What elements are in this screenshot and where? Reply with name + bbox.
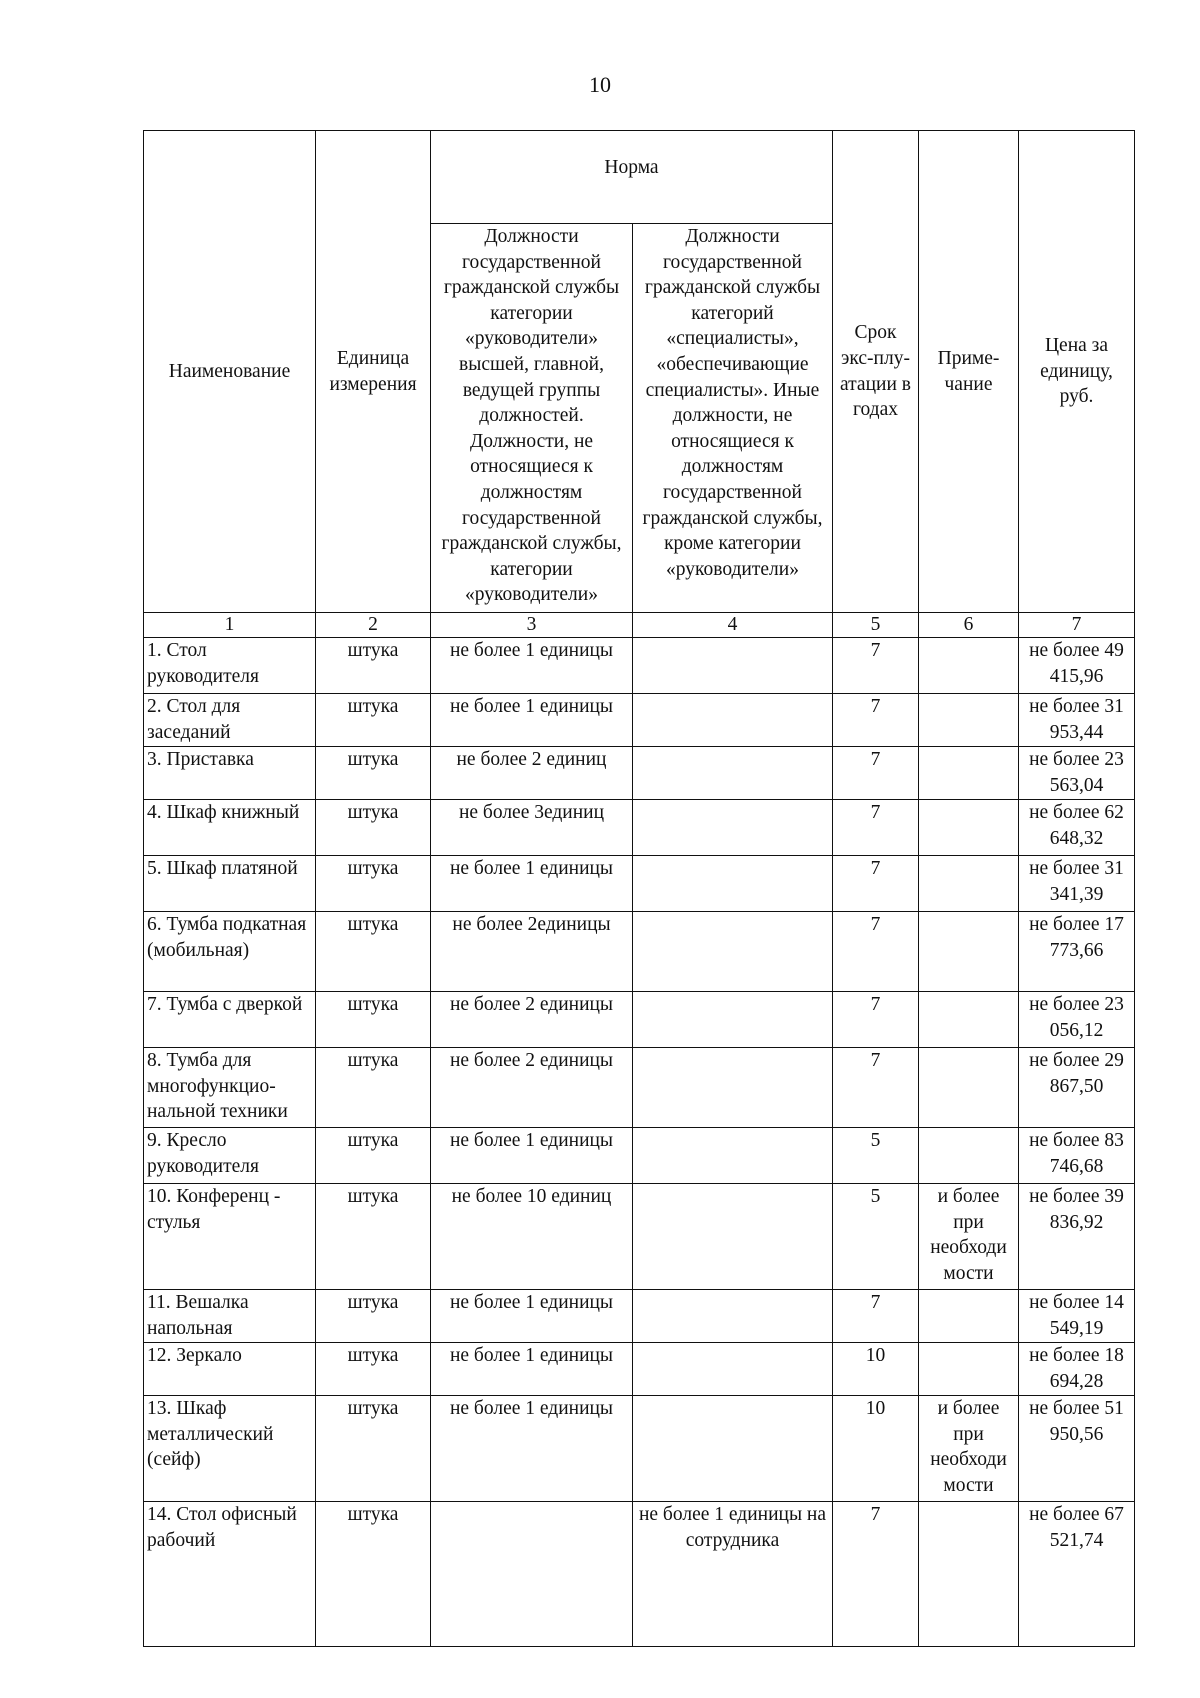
item-term: 7 — [833, 1290, 919, 1343]
item-name: 9. Кресло руководителя — [144, 1128, 316, 1184]
column-number-row — [144, 613, 1135, 638]
item-norm-col4 — [633, 694, 833, 747]
item-name: 3. Приставка — [144, 747, 316, 800]
header-norm-col3: Должности государственной гражданской службы категории «руководители» высшей, главной, ведущей группы должностей. Должности, не относящиеся к должностям государственной гражданской службы, категории «руководители» — [431, 224, 633, 613]
item-note — [919, 1048, 1019, 1128]
item-term: 7 — [833, 747, 919, 800]
item-term: 10 — [833, 1343, 919, 1396]
header-name: Наименование — [144, 131, 316, 613]
column-number: 4 — [633, 613, 833, 638]
item-name: 14. Стол офисный рабочий — [144, 1502, 316, 1647]
item-term: 7 — [833, 992, 919, 1048]
item-norm-col3: не более 2единицы — [431, 912, 633, 992]
item-term: 5 — [833, 1128, 919, 1184]
item-norm-col3: не более 1 единицы — [431, 856, 633, 912]
item-norm-col3: не более 2 единиц — [431, 747, 633, 800]
item-price: не более 23 056,12 — [1019, 992, 1135, 1048]
table-row — [144, 1343, 1135, 1396]
item-name: 5. Шкаф платяной — [144, 856, 316, 912]
item-note — [919, 747, 1019, 800]
item-norm-col3: не более 2 единицы — [431, 1048, 633, 1128]
column-number: 6 — [919, 613, 1019, 638]
table-row — [144, 747, 1135, 800]
item-price: не более 67 521,74 — [1019, 1502, 1135, 1647]
item-price: не более 23 563,04 — [1019, 747, 1135, 800]
item-norm-col3: не более 1 единицы — [431, 1290, 633, 1343]
item-unit: штука — [316, 638, 431, 694]
item-unit: штука — [316, 694, 431, 747]
item-price: не более 29 867,50 — [1019, 1048, 1135, 1128]
item-norm-col3 — [431, 1502, 633, 1647]
item-norm-col4 — [633, 638, 833, 694]
table-row — [144, 856, 1135, 912]
table-row — [144, 1048, 1135, 1128]
column-number: 1 — [144, 613, 316, 638]
table-row — [144, 992, 1135, 1048]
item-term: 10 — [833, 1396, 919, 1502]
item-note: и более при необходи мости — [919, 1396, 1019, 1502]
item-price: не более 51 950,56 — [1019, 1396, 1135, 1502]
item-term: 7 — [833, 800, 919, 856]
item-note — [919, 694, 1019, 747]
item-term: 7 — [833, 912, 919, 992]
item-norm-col4 — [633, 1128, 833, 1184]
item-name: 1. Стол руководителя — [144, 638, 316, 694]
furniture-norms-table — [143, 130, 1135, 1647]
header-unit: Единица измерения — [316, 131, 431, 613]
item-note — [919, 912, 1019, 992]
item-norm-col3: не более 3единиц — [431, 800, 633, 856]
item-price: не более 62 648,32 — [1019, 800, 1135, 856]
item-price: не более 14 549,19 — [1019, 1290, 1135, 1343]
item-norm-col3: не более 10 единиц — [431, 1184, 633, 1290]
item-norm-col4 — [633, 1048, 833, 1128]
item-unit: штука — [316, 992, 431, 1048]
item-norm-col3: не более 1 единицы — [431, 1343, 633, 1396]
table-row — [144, 638, 1135, 694]
item-norm-col4 — [633, 912, 833, 992]
item-norm-col4 — [633, 1184, 833, 1290]
item-norm-col3: не более 2 единицы — [431, 992, 633, 1048]
item-price: не более 17 773,66 — [1019, 912, 1135, 992]
item-term: 5 — [833, 1184, 919, 1290]
item-price: не более 18 694,28 — [1019, 1343, 1135, 1396]
table-row — [144, 694, 1135, 747]
table-row — [144, 1184, 1135, 1290]
item-unit: штука — [316, 1048, 431, 1128]
item-name: 2. Стол для заседаний — [144, 694, 316, 747]
header-norm: Норма — [431, 131, 833, 224]
item-norm-col4 — [633, 747, 833, 800]
column-number: 7 — [1019, 613, 1135, 638]
header-note: Приме-чание — [919, 131, 1019, 613]
item-name: 11. Вешалка напольная — [144, 1290, 316, 1343]
table-row — [144, 1290, 1135, 1343]
item-note — [919, 856, 1019, 912]
item-term: 7 — [833, 638, 919, 694]
column-number: 2 — [316, 613, 431, 638]
item-name: 10. Конференц - стулья — [144, 1184, 316, 1290]
item-term: 7 — [833, 1502, 919, 1647]
item-unit: штука — [316, 912, 431, 992]
header-price: Цена за единицу, руб. — [1019, 131, 1135, 613]
item-name: 8. Тумба для многофункцио-нальной техники — [144, 1048, 316, 1128]
item-norm-col3: не более 1 единицы — [431, 694, 633, 747]
item-note — [919, 638, 1019, 694]
item-note — [919, 1290, 1019, 1343]
item-norm-col3: не более 1 единицы — [431, 638, 633, 694]
item-name: 13. Шкаф металлический (сейф) — [144, 1396, 316, 1502]
item-norm-col4 — [633, 1396, 833, 1502]
item-norm-col4 — [633, 1290, 833, 1343]
header-term: Срок экс-плу-атации в годах — [833, 131, 919, 613]
item-name: 12. Зеркало — [144, 1343, 316, 1396]
table-row — [144, 1128, 1135, 1184]
item-price: не более 31 953,44 — [1019, 694, 1135, 747]
item-price: не более 39 836,92 — [1019, 1184, 1135, 1290]
item-note — [919, 1502, 1019, 1647]
item-price: не более 83 746,68 — [1019, 1128, 1135, 1184]
item-norm-col3: не более 1 единицы — [431, 1396, 633, 1502]
header-norm-col4: Должности государственной гражданской службы категорий «специалисты», «обеспечивающие специалисты». Иные должности, не относящиеся к должностям государственной гражданской службы, кроме категории «руководители» — [633, 224, 833, 613]
item-unit: штука — [316, 800, 431, 856]
item-note: и более при необходи мости — [919, 1184, 1019, 1290]
item-price: не более 49 415,96 — [1019, 638, 1135, 694]
item-unit: штука — [316, 856, 431, 912]
table-row — [144, 912, 1135, 992]
item-term: 7 — [833, 1048, 919, 1128]
item-note — [919, 800, 1019, 856]
item-norm-col3: не более 1 единицы — [431, 1128, 633, 1184]
item-unit: штука — [316, 1502, 431, 1647]
item-norm-col4 — [633, 800, 833, 856]
item-note — [919, 1343, 1019, 1396]
item-note — [919, 992, 1019, 1048]
item-norm-col4 — [633, 992, 833, 1048]
table-row — [144, 1502, 1135, 1647]
table-row — [144, 1396, 1135, 1502]
page-number: 10 — [589, 72, 611, 97]
item-norm-col4 — [633, 1343, 833, 1396]
item-norm-col4 — [633, 856, 833, 912]
item-unit: штука — [316, 1290, 431, 1343]
column-number: 3 — [431, 613, 633, 638]
item-unit: штука — [316, 747, 431, 800]
item-unit: штука — [316, 1396, 431, 1502]
item-price: не более 31 341,39 — [1019, 856, 1135, 912]
table-body — [144, 638, 1135, 1647]
column-number: 5 — [833, 613, 919, 638]
item-term: 7 — [833, 856, 919, 912]
item-norm-col4: не более 1 единицы на сотрудника — [633, 1502, 833, 1647]
item-unit: штука — [316, 1343, 431, 1396]
item-unit: штука — [316, 1184, 431, 1290]
item-unit: штука — [316, 1128, 431, 1184]
table-row — [144, 800, 1135, 856]
item-term: 7 — [833, 694, 919, 747]
item-note — [919, 1128, 1019, 1184]
item-name: 6. Тумба подкатная (мобильная) — [144, 912, 316, 992]
item-name: 4. Шкаф книжный — [144, 800, 316, 856]
item-name: 7. Тумба с дверкой — [144, 992, 316, 1048]
